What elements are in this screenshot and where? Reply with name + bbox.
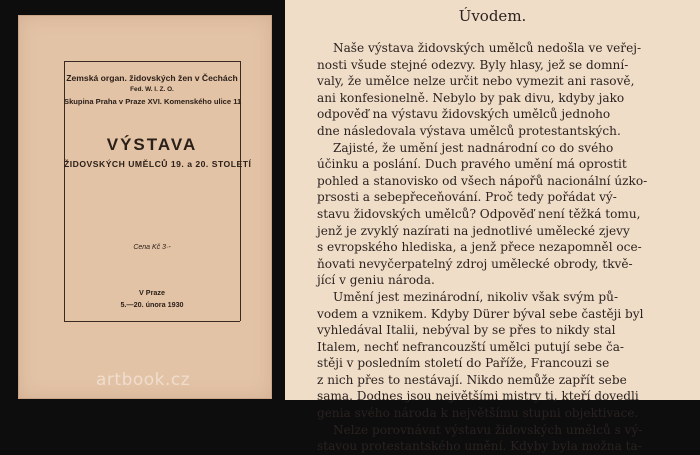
cover-title: VÝSTAVA <box>106 135 198 154</box>
text-line: odpověď na výstavu židovských umělců jednoho <box>317 107 611 122</box>
text-line: dne následovala výstava umělců protestantských. <box>317 123 621 138</box>
text-line: sama. Dodnes jsou největšími mistry ti, kteří dovedli <box>317 389 639 404</box>
cover-group-address: Skupina Praha v Praze XVI. Komenského ulice 11 <box>64 97 242 106</box>
text-line: s evropského hlediska, a jenž přece nezapomněl oce- <box>317 240 642 255</box>
text-line: účinku a poslání. Duch pravého umění má oprostit <box>317 157 627 172</box>
text-line: Naše výstava židovských umělců nedošla ve veřej- <box>333 41 642 55</box>
cover-frame-top <box>64 61 240 62</box>
text-page <box>285 0 700 454</box>
text-line: pohled a stanovisko od všech nápořů nacionální úzko- <box>317 173 648 188</box>
text-line: ňovati nevyčerpatelný zdroj umělecké obrody, tkvě- <box>317 256 633 271</box>
text-line: vodem a vznikem. Kdyby Dürer býval sebe častěji byl <box>317 306 644 321</box>
cover-federation: Fed. W. I. Z. O. <box>130 86 174 93</box>
page-body <box>317 40 682 455</box>
page-heading: Úvodem. <box>458 7 527 25</box>
text-line: Zajisté, že umění jest nadnárodní co do svého <box>333 140 614 155</box>
text-line: valy, že umělce nelze určit nebo vymezit ani rasově, <box>317 74 635 89</box>
text-line: ani konfesionelně. Nebylo by pak divu, kdyby jako <box>317 90 625 105</box>
text-line: Italem, nechť nefrancouzští umělci putují sebe ča- <box>317 339 625 354</box>
text-line: stavu židovských umělců? Odpověď není těžká tomu, <box>317 206 641 221</box>
text-line: vyhledával Italii, nebýval by se přes to nikdy stal <box>317 323 616 338</box>
text-line: stavou protestantského umění. Kdyby byla možna ta- <box>317 439 642 454</box>
text-line: z nich přes to nestávají. Nikdo nemůže zapřít sebe <box>317 372 627 387</box>
cover-subtitle: ŽIDOVSKÝCH UMĚLCŮ 19. a 20. STOLETÍ <box>64 159 252 169</box>
text-line: jící v geniu národa. <box>317 273 435 288</box>
text-line: stěji v posledním století do Paříže, Francouzi se <box>317 356 610 371</box>
cover-date: 5.—20. února 1930 <box>120 300 184 309</box>
text-line: prsosti a sebepřeceňování. Proč tedy pořádat vý- <box>317 190 617 205</box>
text-line: Umění jest mezinárodní, nikoliv však svým pů- <box>333 289 619 304</box>
cover-price: Cena Kč 3·- <box>133 244 171 251</box>
booklet-cover <box>18 15 272 399</box>
cover-place: V Praze <box>139 288 165 297</box>
text-line: Nelze porovnávat výstavu židovských umělců s vý- <box>333 422 643 437</box>
text-line: nosti všude stejné odezvy. Byly hlasy, jež se domní- <box>317 57 629 72</box>
text-line: genia svého národa k největšímu stupni objektivace. <box>317 406 639 421</box>
watermark: artbook.cz <box>96 370 191 390</box>
cover-organization: Zemská organ. židovských žen v Čechách <box>66 73 238 83</box>
text-line: jenž je zvyklý nazírati na jednotlivé umělecké zjevy <box>317 223 630 238</box>
cover-frame-bottom <box>64 321 240 322</box>
